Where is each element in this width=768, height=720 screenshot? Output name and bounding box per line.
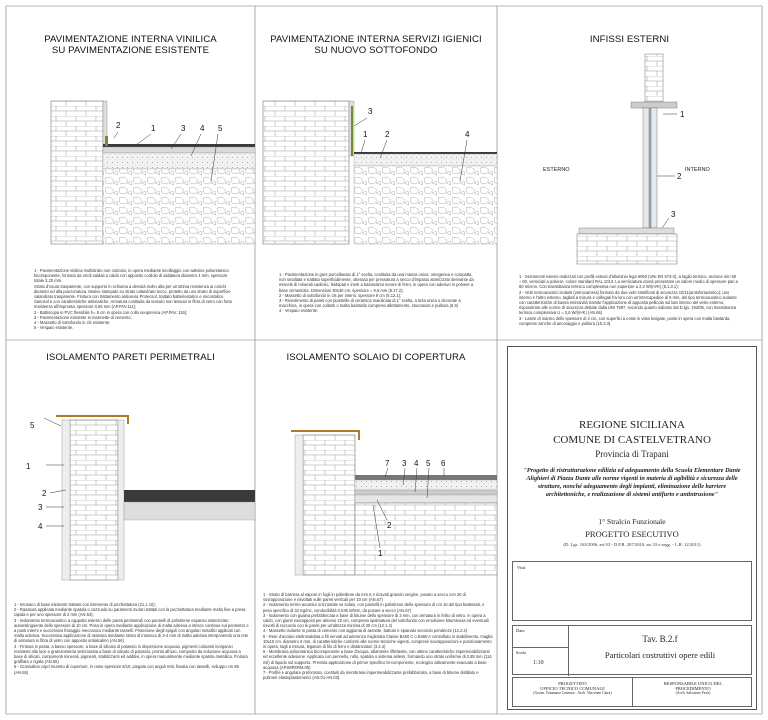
provincia-title: Provincia di Trapani bbox=[595, 449, 669, 459]
note-item: 2 - Massetto di sottofondo in cls per interni, spessore 8 cm (5.12.1); bbox=[279, 292, 402, 298]
project-description: "Progetto di ristrutturazione edilizia ed adeguamento della Scuola Elementare Dante Alighieri di Piazza Dante alle norme vigenti in materia di agibilità e sicurezza delle strutture, nonché adeguamento degli impianti, eliminazione delle barriere architettoniche, e realizzazione di sistemi antifurto e antintrusione" bbox=[523, 467, 741, 498]
visti-label: Visti bbox=[517, 565, 526, 570]
signatures-row bbox=[512, 677, 752, 707]
note-item: 2 - Vetri termoacustici isolanti (vetrocamera) formato da due vetri stratificati di sicurezza 10/11(antinfortunistico); uno interno e l'altro esterno, tagliati a misura e collegati fra loro con un'intercapedine di 9 mm, del tipo termoacustico isolante con caratteristiche di bassa emissività tramite l'applicazione di apposita pellicola sul lato interno del vetro esterno, rispondente alle norme di sicurezza dettate dalla UNI 7697, secondo quanto indicato dal D.lgs. 192/05, con trasmittanza termica complessiva U = 2,6 W/(m²K) (AN.66) bbox=[519, 289, 737, 316]
callout-4: 4 bbox=[414, 459, 419, 468]
callout-3: 3 bbox=[181, 124, 186, 133]
notes-list bbox=[519, 274, 739, 334]
note-item: 1 - Intonaco di base esistente trattato con intervento di picchettatura (21.1.10); bbox=[14, 602, 156, 607]
progettisti-cell bbox=[513, 678, 633, 706]
callout-6: 6 bbox=[441, 459, 446, 468]
visti-box bbox=[512, 561, 752, 621]
callout-3: 3 bbox=[38, 503, 43, 512]
label-interno: INTERNO bbox=[685, 167, 710, 173]
note-item: 3 - Isolamento con guaina prefabbricata a base di bitume dello spessore di 3 mm, con armatura in feltro di vetro, in opera a caldo, con giunti sovrapposti per almeno 10 cm, compresa spalmatura del sottofondo con emulsione bituminosa ed eventuali risvolti di raccordo con le pareti per un'altezza minima di 20 cm (12.1.4) bbox=[263, 612, 489, 629]
tav-number: Tav. B.2.f bbox=[642, 634, 678, 644]
note-item: 3 - Pavimentazione esistente in marmette di cemento; bbox=[34, 314, 132, 320]
callout-1: 1 bbox=[26, 462, 31, 471]
progettisti-title: PROGETTISTI bbox=[558, 681, 587, 686]
note-item: 4 - Massetto di sottofondo in cls esistente; bbox=[34, 320, 111, 326]
stralcio-label: 1° Stralcio Funzionale bbox=[598, 517, 666, 526]
callout-2: 2 bbox=[387, 521, 392, 530]
callout-3: 3 bbox=[368, 107, 373, 116]
data-cell bbox=[513, 626, 569, 648]
comune-title: COMUNE DI CASTELVETRANO bbox=[553, 434, 711, 446]
note-item: 6 - Membrana poliuretanica bicomponente a base d'acqua, altamente riflettente, con ottime caratteristiche impermeabilizzanti ed eccellente adesione. Applicata con pennello, rullo, spatola o sistema airless, formando uno strato uniforme di 2,85 mm (114 mil) di liquido sul supporto. Prevista applicazione di primer specifico bi-componente, ecologico attivamente evacuato a base acquosa (AP.IMPERM.05) bbox=[263, 649, 492, 670]
data-row bbox=[512, 625, 752, 675]
callout-3: 3 bbox=[671, 210, 676, 219]
note-item: 5 - Vespaio esistente. bbox=[34, 325, 74, 331]
callout-5: 5 bbox=[218, 124, 223, 133]
panel-bathroom-flooring bbox=[255, 6, 497, 340]
title-block bbox=[507, 346, 757, 710]
note-item: 4 - Massetto isolante in pasta di cemento con aggiunta di aerante, battuto e spianato secondo pendenze (12.2.2) bbox=[263, 628, 468, 634]
callout-3: 3 bbox=[402, 459, 407, 468]
callout-2: 2 bbox=[42, 489, 47, 498]
note-item: 1 - Pavimentazione in gres porcellanato di 1° scelta, costituita da una massa unica, omogenea e compatta, non smaltata e trattata superficialmente, ottenuta per pressatura a secco d'impasto atomizzato derivante da miscele di minerali caolinici, feldspati e inerti a bassissimo tenore di ferro, in opera con adesivo in polvere a base cementizia. Dimensioni 30x30 cm, spessore = 9,5 mm (5.17.2); bbox=[279, 272, 474, 293]
title-line-2: SU NUOVO SOTTOFONDO bbox=[314, 45, 438, 56]
notes-list bbox=[14, 602, 250, 710]
notes-list bbox=[263, 592, 493, 710]
notes-list bbox=[279, 272, 479, 332]
note-item: Strato d'usura trasparente, con supporto in schiuma a densità molto alta per un'ottima resistenza ai carichi dinamici ed alla punzonatura. Motivo stampato su strato calandrato tecco, protetto da uno strato di superficie calandrato trasparente. Finitura con trattamento antiusura Protecsol, trattato batteriostatico e micostatico Sanosol e con caratteristiche antistatiche. Armatura costituita da tessuto non tessuto in fibra di vetro con forte resistenza all'impronta, spessore 0,65 mm (AP.PAV.111); bbox=[34, 283, 232, 310]
note-item: 4 - Vespaio esistente. bbox=[279, 308, 319, 314]
callout-2: 2 bbox=[385, 130, 390, 139]
callout-7: 7 bbox=[385, 459, 390, 468]
note-item: 4 - Finitura in pasta, a basso spessore, a base di silicato di potassio in dispersione acquosa, pigmenti coloranti inorganici resistenti alla luce e granulometria selezionata a base di silicato di potassio, pronta all'uso, composto da soluzione acquosa a base di silicati, componenti minerali, pigmenti, stabilizzanti ed additivi, in opera manualmente mediante spatola metallica. Finitura graffiata o rigata (AN.55) bbox=[14, 643, 248, 665]
rup-name: (Arch. Salvatore Fava) bbox=[675, 691, 711, 695]
note-item: 1 - Strato di barriera al vapore in fogli in polietilene da mm 0,4 ricavati granulo vergine, posato a secco con 20 di sovrapposizione e risvoltati sulle pareti verticali per 10 cm (AN.67) bbox=[263, 592, 466, 603]
law-reference: (D. Lgs. 163/2006, art.93 - D.P.R. 207/2010, art.33 e segg. - L.R. 12/2011) bbox=[563, 542, 701, 547]
title-line-2: SU PAVIMENTAZIONE ESISTENTE bbox=[51, 45, 210, 56]
callout-4: 4 bbox=[38, 522, 43, 531]
scala-label: Scala bbox=[516, 650, 526, 655]
note-item: 2 - Rasatura applicata mediante spatola o cazzuola su paramenti murari trattati con la picchettatura mediante malta fine a presa rapida e per uno spessore di 2 mm (AN.54); bbox=[14, 607, 246, 618]
note-item: 1 - Pavimentazione vinilica multistrato non caricato, in opera mediante incollaggio con adesivo poliuretanico bicomponente, formato da rotoli saldati a caldo con apposito cordolo di saldatura diametro 4 mm, spessore totale 3,20 mm. bbox=[34, 268, 229, 284]
callout-1: 1 bbox=[378, 549, 383, 558]
callout-5: 5 bbox=[426, 459, 431, 468]
rup-title: RESPONSABILE UNICO DEL bbox=[663, 681, 723, 686]
callout-1: 1 bbox=[680, 110, 685, 119]
title-line-1: ISOLAMENTO SOLAIO DI COPERTURA bbox=[286, 352, 466, 363]
callout-5: 5 bbox=[30, 421, 35, 430]
progettisti-names: (Geom. Tommaso Cusenza - Arch. Vincenzo Catra) bbox=[533, 691, 612, 695]
note-item: 7 - Profile e angolare preformato, costituiti da membrana impermeabilizzante prefabbricata, a base di bitume distillato e polimeri elastoplastomerici (AN.01-AN.03). bbox=[263, 670, 479, 681]
notes-list bbox=[34, 268, 234, 336]
title-line-1: PAVIMENTAZIONE INTERNA SERVIZI IGIENICI bbox=[270, 34, 482, 45]
region-title: REGIONE SICILIANA bbox=[578, 419, 685, 431]
label-esterno: ESTERNO bbox=[543, 167, 570, 173]
callout-4: 4 bbox=[200, 124, 205, 133]
scala-cell bbox=[513, 648, 569, 676]
title-line-1: INFISSI ESTERNI bbox=[589, 34, 670, 45]
title-line-1: PAVIMENTAZIONE INTERNA VINILICA bbox=[44, 34, 217, 45]
rup-cell bbox=[633, 678, 753, 706]
note-item: 2 - Battiscopa in PVC flessibile h= 8 cm in opera con colla neoprenica (AP.PAV. 116); bbox=[34, 309, 188, 315]
panel-vinyl-flooring bbox=[6, 6, 255, 340]
panel-external-windows bbox=[497, 6, 762, 340]
progettisti-office: UFFICIO TECNICO COMUNALE bbox=[540, 686, 605, 691]
phase-label: PROGETTO ESECUTIVO bbox=[585, 529, 679, 539]
note-item: 3 - Rivestimento di pareti con piastrelle di ceramica maiolicata di 1° scelta, a tinta unica o decorate a macchina, in opera con collanti o malta bastarda compreso allettamento, stuccatura e pulitura (5.9) bbox=[279, 298, 461, 309]
data-label: Data bbox=[516, 628, 525, 633]
callout-4: 4 bbox=[465, 130, 470, 139]
note-item: 3 - Lastre di marmo dello spessore di 3 cm, con superfici a coste in vista levigate, poste in opera con malta bastarda, comprese zanche di ancoraggio e pulitura (10.3.3). bbox=[519, 315, 731, 326]
title-line-1: ISOLAMENTO PARETI PERIMETRALI bbox=[46, 352, 215, 363]
tav-title: Particolari costruttivi opere edili bbox=[604, 650, 716, 660]
rup-title-2: PROCEDIMENTO bbox=[675, 686, 711, 691]
note-item: 2 - Isolamento termo-acustico orizzontale su solaio, con pannelli in polistirene dello spessore di cm 10 del tipo battentati, e peso specifico di 32 Kg/mc, conducibilità 0,036 W/mK, da posare a secco (AN.57) bbox=[263, 602, 485, 613]
note-item: 5 - Scossalina copri muretto di coperture, in rame spessore 8/10, piegata con angoli retti, fissata con tasselli, sviluppo cm 55 (AN.65) bbox=[14, 664, 239, 675]
callout-1: 1 bbox=[151, 124, 156, 133]
callout-2: 2 bbox=[116, 121, 121, 130]
panel-wall-insulation bbox=[6, 340, 255, 714]
note-item: 5 - Rete d'acciaio elettrosaldata a fili nervati ad aderenza migliorata Classe B450 C o B450 A controllato in stabilimento, maglia 10x10 cm, diametro 6 mm, di caratteristiche conformi alle norme tecniche vigenti, comprese sovrapposizioni e posizionamento in opera, tagli a misura, legature di filo di ferro e distanziatori (3.2.4) bbox=[263, 633, 493, 650]
panel-roof-insulation bbox=[255, 340, 497, 714]
note-item: 1 - Serramenti esterni realizzati con profili estrusi d'alluminio lega 6060 (UNI EN 573-3), a taglio termico, sezione min 50 ÷ 60, verniciati a polvere, colore standard RAL 1013. La verniciatura dovrà presentare un valore medio di spessore pari a 60 micron. Con trasmittanza termica complessiva non superiore a 2,2 W/(m²K) (8.1.3.1); bbox=[519, 274, 738, 290]
note-item: 3 - Isolamento termoacustico a cappotto esterno delle pareti perimetrali con pannelli di polistirene espanso sinterizzato autoestinguente dello spessore di 10 cm. Posa in opera mediante applicazione di malta adesiva a strisce continue sul perimetro e a punti interni e successivo fissaggio meccanico mediante tasselli. Protezione degli spigoli con angolari metallici applicati con malta adesiva. Successiva applicazione di rasatura mediante strato di intonaco di 3-4 mm di malta adesiva interponendo una rete di armatura in fibra di vetro con apposito antialcalino (AN.56) bbox=[14, 617, 249, 644]
callout-2: 2 bbox=[677, 172, 682, 181]
scala-value: 1:10 bbox=[533, 660, 544, 666]
callout-1: 1 bbox=[363, 130, 368, 139]
